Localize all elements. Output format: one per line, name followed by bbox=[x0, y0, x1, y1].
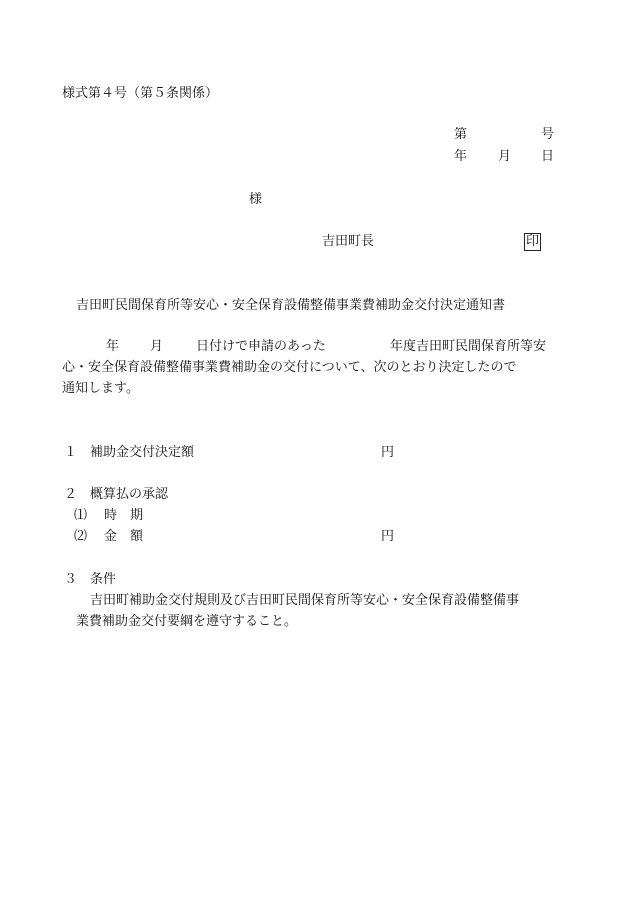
date-day: 日 bbox=[541, 149, 555, 164]
body-line2: 心・安全保育設備整備事業費補助金の交付について、次のとおり決定したので bbox=[62, 360, 517, 375]
document-title: 吉田町民間保育所等安心・安全保育設備整備事業費補助金交付決定通知書 bbox=[76, 298, 506, 313]
item2-sub2-unit: 円 bbox=[381, 529, 395, 544]
item3-number: ３ bbox=[64, 572, 78, 587]
body-line1-rest: 日付けで申請のあった bbox=[196, 339, 326, 354]
item1-unit: 円 bbox=[381, 445, 395, 460]
body-year: 年 bbox=[106, 339, 120, 354]
body-month: 月 bbox=[150, 339, 164, 354]
item2-sub2-number: ⑵ bbox=[74, 529, 88, 544]
item2-label: 概算払の承認 bbox=[90, 487, 169, 502]
item3-line1: 吉田町補助金交付規則及び吉田町民間保育所等安心・安全保育設備整備事 bbox=[90, 593, 520, 608]
item3-label: 条件 bbox=[90, 572, 117, 587]
item2-sub2-label: 金 額 bbox=[104, 529, 144, 544]
item2-number: ２ bbox=[64, 487, 78, 502]
body-nendo: 年度吉田町民間保育所等安 bbox=[390, 339, 547, 354]
date-year: 年 bbox=[454, 149, 468, 164]
seal-mark: 印 bbox=[526, 234, 540, 249]
date-month: 月 bbox=[498, 149, 512, 164]
item1-label: 補助金交付決定額 bbox=[90, 445, 195, 460]
body-line3: 通知します。 bbox=[62, 381, 139, 396]
addressee-suffix: 様 bbox=[249, 192, 263, 207]
number-prefix: 第 bbox=[454, 127, 468, 142]
item1-number: １ bbox=[64, 445, 78, 460]
item3-line2: 業費補助金交付要綱を遵守すること。 bbox=[76, 614, 298, 629]
item2-sub1-number: ⑴ bbox=[74, 508, 88, 523]
form-label: 様式第４号（第５条関係） bbox=[62, 86, 219, 101]
issuer: 吉田町長 bbox=[322, 234, 375, 249]
item2-sub1-label: 時 期 bbox=[104, 508, 144, 523]
number-suffix: 号 bbox=[541, 127, 555, 142]
